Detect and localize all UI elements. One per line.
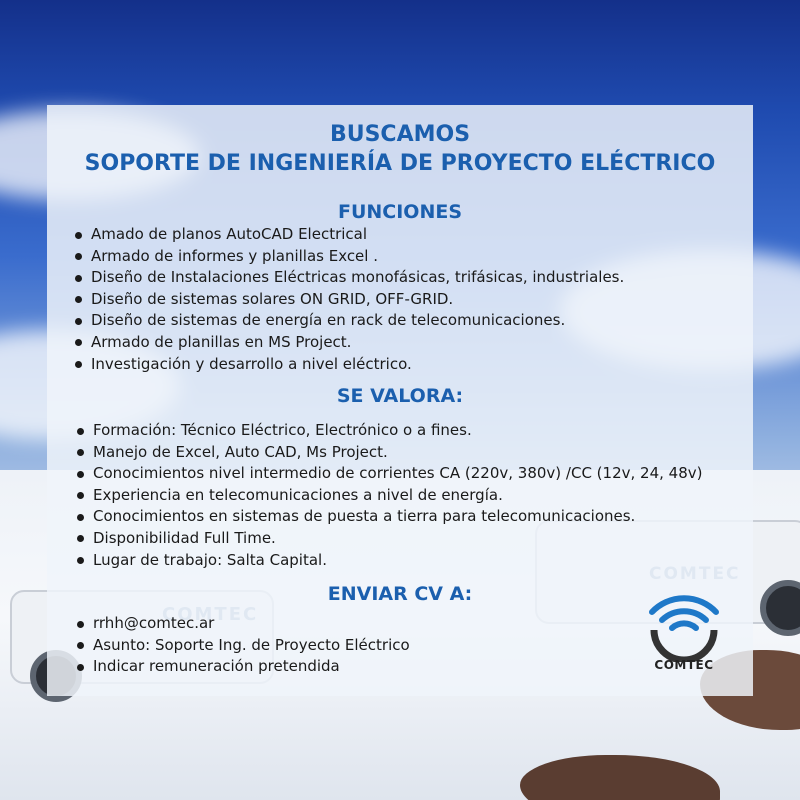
enviar-list: [76, 613, 410, 678]
se-valora-list: [76, 420, 702, 571]
list-item: Conocimientos nivel intermedio de corrientes CA (220v, 380v) /CC (12v, 24, 48v): [76, 463, 702, 485]
list-item: Diseño de Instalaciones Eléctricas monofásicas, trifásicas, industriales.: [74, 267, 624, 289]
title-line-2: SOPORTE DE INGENIERÍA DE PROYECTO ELÉCTRICO: [84, 151, 716, 176]
list-item: Lugar de trabajo: Salta Capital.: [76, 550, 702, 572]
list-item: Diseño de sistemas solares ON GRID, OFF-GRID.: [74, 289, 624, 311]
list-item: Conocimientos en sistemas de puesta a tierra para telecomunicaciones.: [76, 506, 702, 528]
wifi-signal-logo-icon: [644, 582, 724, 662]
list-item: Armado de informes y planillas Excel .: [74, 246, 624, 268]
list-item: Amado de planos AutoCAD Electrical: [74, 224, 624, 246]
title-line-1: BUSCAMOS: [329, 122, 471, 147]
funciones-heading: FUNCIONES: [337, 201, 463, 223]
list-item: Manejo de Excel, Auto CAD, Ms Project.: [76, 442, 702, 464]
list-item: Investigación y desarrollo a nivel eléctrico.: [74, 354, 624, 376]
logo-text: COMTEC: [654, 658, 714, 672]
list-item: Experiencia en telecomunicaciones a nivel de energía.: [76, 485, 702, 507]
comtec-logo: [644, 582, 724, 674]
list-item: Armado de planillas en MS Project.: [74, 332, 624, 354]
enviar-heading: ENVIAR CV A:: [327, 583, 473, 605]
email-link[interactable]: rrhh@comtec.ar: [76, 613, 410, 635]
list-item: Diseño de sistemas de energía en rack de telecomunicaciones.: [74, 310, 624, 332]
list-item: Disponibilidad Full Time.: [76, 528, 702, 550]
funciones-list: [74, 224, 624, 375]
se-valora-heading: SE VALORA:: [336, 385, 464, 407]
list-item: Asunto: Soporte Ing. de Proyecto Eléctrico: [76, 635, 410, 657]
list-item: Indicar remuneración pretendida: [76, 656, 410, 678]
list-item: Formación: Técnico Eléctrico, Electrónico o a fines.: [76, 420, 702, 442]
